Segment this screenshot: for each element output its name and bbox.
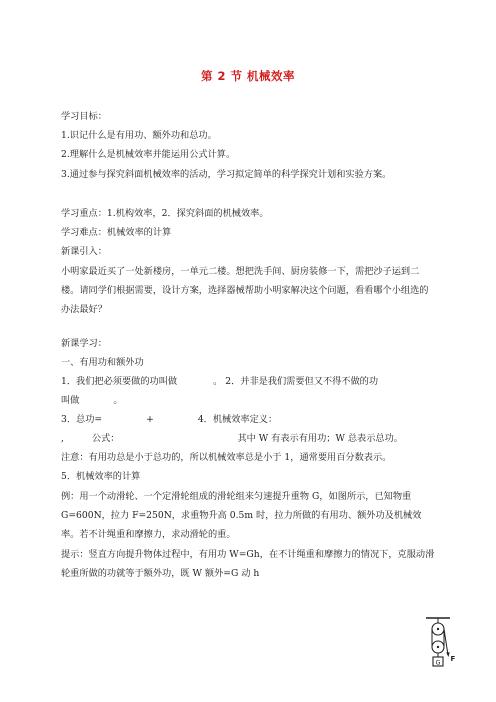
objective-3: 3.通过参与探究斜面机械效率的活动，学习拟定简单的科学探究计划和实验方案。 [61,169,392,180]
question-1-text-c: 叫做 [61,395,80,406]
focus-text: 学习重点：1.机构效率，2．探究斜面的机械效率。 [61,208,269,219]
new-lesson-heading: 新课学习： [61,338,107,349]
note-text: 注意：有用功总是小于总功的，所以机械效率总是小于 1，通常要用百分数表示。 [61,452,392,463]
formula-mark: , [61,433,64,444]
formula-label: 公式： [91,433,120,444]
question-4-text: 4．机械效率定义： [197,414,278,425]
objective-1: 1.识记什么是有用功、额外功和总功。 [61,130,217,141]
formula-note: 其中 W 有表示有用功；W 总表示总功。 [237,433,403,444]
question-3-text-a: 3．总功= [61,414,103,425]
intro-heading: 新课引入： [61,246,107,257]
intro-text: 小明家最近买了一处新楼房，一单元二楼。想把洗手间、厨房装修一下，需把沙子运到二楼。请同学们根据需要，设计方案，选择器械帮助小明家解决这个问题，看看哪个小组选的办法最好？ [61,266,429,315]
question-3-line [61,414,277,426]
section-5-heading: 5．机械效率的计算 [61,471,141,482]
question-1-text-b: 。 2．并非是我们需要但又不得不做的功 [213,376,379,387]
section-1-heading: 一、有用功和额外功 [61,357,144,368]
question-1-text-a: 1．我们把必须要做的功叫做 [61,376,178,387]
question-1-text-d: 。 [113,395,123,406]
page-title: 第 2 节 机械效率 [200,69,295,83]
force-arrow-icon [446,652,449,657]
example-text: 例：用一个动滑轮、一个定滑轮组成的滑轮组来匀速提升重物 G，如图所示，已知物重 G=600N，拉力 F=250N，求重物升高 0.5m 时，拉力所做的有用功、额外功及机械效率。若不计绳重和摩擦力，求动滑轮的重。 [61,491,422,540]
force-label: F [450,655,456,663]
movable-pulley-axle [437,646,439,648]
question-1-continued [61,395,123,407]
difficulty-text: 学习难点：机械效率的计算 [61,227,172,238]
hint-text: 提示：竖直方向提升物体过程中，有用功 W=Gh，在不计绳重和摩擦力的情况下，克服动滑轮重所做的功就等于额外功，既 W 额外=G 动 h [61,549,435,579]
weight-label: G [435,658,441,667]
formula-line [61,433,403,445]
objective-2: 2.理解什么是机械效率并能运用公式计算。 [61,149,236,160]
rope-pull [444,629,448,655]
question-1-line [61,376,378,388]
objectives-heading: 学习目标： [61,111,107,122]
fixed-pulley-axle [437,628,439,630]
question-3-plus: + [146,414,154,425]
pulley-figure [424,617,464,673]
